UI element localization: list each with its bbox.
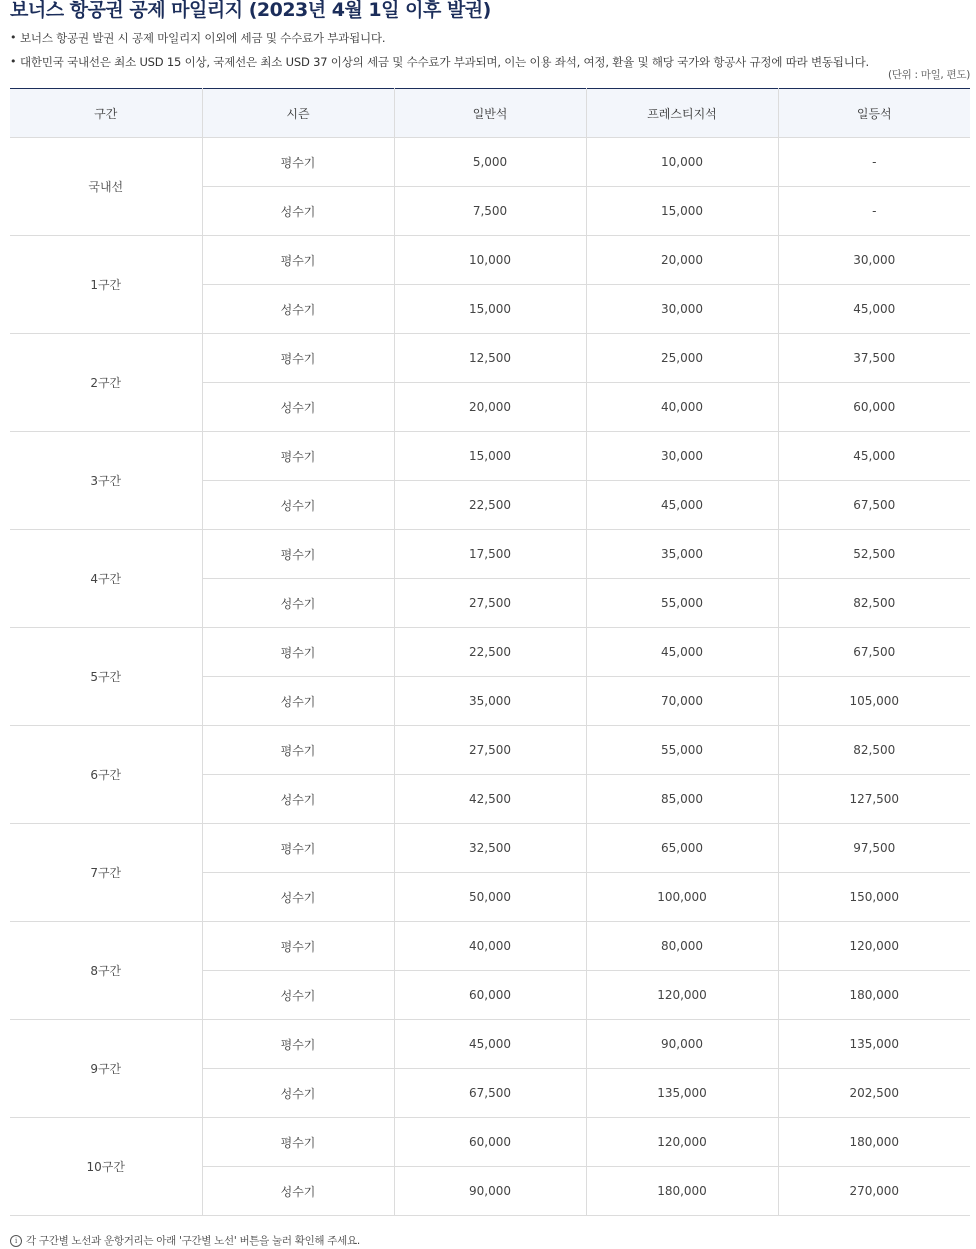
economy-cell: 42,500 (394, 775, 586, 824)
header-prestige: 프레스티지석 (586, 89, 778, 138)
prestige-cell: 100,000 (586, 873, 778, 922)
first-cell: 45,000 (778, 432, 970, 481)
economy-cell: 15,000 (394, 285, 586, 334)
prestige-cell: 45,000 (586, 628, 778, 677)
prestige-cell: 15,000 (586, 187, 778, 236)
table-row (10, 138, 970, 187)
prestige-cell: 65,000 (586, 824, 778, 873)
prestige-cell: 20,000 (586, 236, 778, 285)
table-row (10, 628, 970, 677)
first-cell: 135,000 (778, 1020, 970, 1069)
zone-cell: 5구간 (10, 628, 202, 726)
economy-cell: 20,000 (394, 383, 586, 432)
season-cell: 성수기 (202, 1167, 394, 1216)
prestige-cell: 45,000 (586, 481, 778, 530)
season-cell: 성수기 (202, 285, 394, 334)
zone-cell: 7구간 (10, 824, 202, 922)
footnote-text: 각 구간별 노선과 운항거리는 아래 '구간별 노선' 버튼을 눌러 확인해 주세요. (26, 1235, 360, 1247)
zone-cell: 4구간 (10, 530, 202, 628)
season-cell: 평수기 (202, 530, 394, 579)
economy-cell: 15,000 (394, 432, 586, 481)
economy-cell: 60,000 (394, 1118, 586, 1167)
zone-cell: 3구간 (10, 432, 202, 530)
header-first: 일등석 (778, 89, 970, 138)
season-cell: 평수기 (202, 236, 394, 285)
unit-label: (단위 : 마일, 편도) (887, 69, 970, 81)
zone-cell: 9구간 (10, 1020, 202, 1118)
prestige-cell: 135,000 (586, 1069, 778, 1118)
season-cell: 평수기 (202, 726, 394, 775)
prestige-cell: 40,000 (586, 383, 778, 432)
table-row (10, 334, 970, 383)
economy-cell: 50,000 (394, 873, 586, 922)
note-text: 보너스 항공권 발권 시 공제 마일리지 이외에 세금 및 수수료가 부과됩니다. (20, 31, 386, 45)
first-cell: 105,000 (778, 677, 970, 726)
season-cell: 성수기 (202, 187, 394, 236)
zone-cell: 8구간 (10, 922, 202, 1020)
prestige-cell: 120,000 (586, 1118, 778, 1167)
season-cell: 평수기 (202, 1020, 394, 1069)
season-cell: 평수기 (202, 824, 394, 873)
info-circle-icon: i (10, 1235, 22, 1247)
first-cell: 45,000 (778, 285, 970, 334)
first-cell: 270,000 (778, 1167, 970, 1216)
table-row (10, 432, 970, 481)
season-cell: 평수기 (202, 334, 394, 383)
economy-cell: 10,000 (394, 236, 586, 285)
mileage-table (10, 88, 970, 1216)
prestige-cell: 10,000 (586, 138, 778, 187)
first-cell: - (778, 138, 970, 187)
economy-cell: 22,500 (394, 628, 586, 677)
economy-cell: 67,500 (394, 1069, 586, 1118)
first-cell: 97,500 (778, 824, 970, 873)
table-body (10, 138, 970, 1216)
table-row (10, 1118, 970, 1167)
season-cell: 평수기 (202, 922, 394, 971)
note-item (10, 50, 970, 74)
table-row (10, 236, 970, 285)
season-cell: 성수기 (202, 775, 394, 824)
season-cell: 평수기 (202, 1118, 394, 1167)
economy-cell: 12,500 (394, 334, 586, 383)
season-cell: 평수기 (202, 432, 394, 481)
page-title: 보너스 항공권 공제 마일리지 (2023년 4월 1일 이후 발권) (10, 0, 491, 21)
zone-cell: 2구간 (10, 334, 202, 432)
note-text: 대한민국 국내선은 최소 USD 15 이상, 국제선은 최소 USD 37 이상의 세금 및 수수료가 부과되며, 이는 이용 좌석, 여정, 환율 및 해당 국가와 항공사 규정에 따라 변동됩니다. (20, 55, 869, 69)
table-row (10, 922, 970, 971)
first-cell: 202,500 (778, 1069, 970, 1118)
economy-cell: 32,500 (394, 824, 586, 873)
prestige-cell: 30,000 (586, 285, 778, 334)
prestige-cell: 70,000 (586, 677, 778, 726)
prestige-cell: 25,000 (586, 334, 778, 383)
table-header-row (10, 89, 970, 138)
header-season: 시즌 (202, 89, 394, 138)
first-cell: 30,000 (778, 236, 970, 285)
first-cell: - (778, 187, 970, 236)
season-cell: 성수기 (202, 873, 394, 922)
economy-cell: 35,000 (394, 677, 586, 726)
prestige-cell: 35,000 (586, 530, 778, 579)
zone-cell: 1구간 (10, 236, 202, 334)
first-cell: 120,000 (778, 922, 970, 971)
header-zone: 구간 (10, 89, 202, 138)
economy-cell: 40,000 (394, 922, 586, 971)
first-cell: 180,000 (778, 971, 970, 1020)
first-cell: 82,500 (778, 726, 970, 775)
table-row (10, 530, 970, 579)
first-cell: 150,000 (778, 873, 970, 922)
bullet-icon: • (10, 31, 17, 44)
economy-cell: 45,000 (394, 1020, 586, 1069)
first-cell: 37,500 (778, 334, 970, 383)
prestige-cell: 90,000 (586, 1020, 778, 1069)
footnote (10, 1233, 970, 1248)
economy-cell: 22,500 (394, 481, 586, 530)
prestige-cell: 120,000 (586, 971, 778, 1020)
first-cell: 67,500 (778, 481, 970, 530)
bullet-icon: • (10, 55, 17, 68)
season-cell: 성수기 (202, 481, 394, 530)
season-cell: 성수기 (202, 383, 394, 432)
prestige-cell: 85,000 (586, 775, 778, 824)
table-row (10, 824, 970, 873)
first-cell: 127,500 (778, 775, 970, 824)
first-cell: 60,000 (778, 383, 970, 432)
prestige-cell: 55,000 (586, 726, 778, 775)
economy-cell: 60,000 (394, 971, 586, 1020)
season-cell: 성수기 (202, 579, 394, 628)
prestige-cell: 80,000 (586, 922, 778, 971)
season-cell: 평수기 (202, 138, 394, 187)
first-cell: 180,000 (778, 1118, 970, 1167)
zone-cell: 국내선 (10, 138, 202, 236)
header-economy: 일반석 (394, 89, 586, 138)
season-cell: 성수기 (202, 1069, 394, 1118)
economy-cell: 7,500 (394, 187, 586, 236)
season-cell: 성수기 (202, 677, 394, 726)
prestige-cell: 180,000 (586, 1167, 778, 1216)
prestige-cell: 30,000 (586, 432, 778, 481)
first-cell: 67,500 (778, 628, 970, 677)
economy-cell: 27,500 (394, 579, 586, 628)
season-cell: 평수기 (202, 628, 394, 677)
economy-cell: 90,000 (394, 1167, 586, 1216)
table-row (10, 1020, 970, 1069)
economy-cell: 27,500 (394, 726, 586, 775)
table-row (10, 726, 970, 775)
first-cell: 52,500 (778, 530, 970, 579)
season-cell: 성수기 (202, 971, 394, 1020)
notes-list (10, 26, 970, 74)
economy-cell: 5,000 (394, 138, 586, 187)
zone-cell: 10구간 (10, 1118, 202, 1216)
prestige-cell: 55,000 (586, 579, 778, 628)
zone-cell: 6구간 (10, 726, 202, 824)
note-item (10, 26, 970, 50)
first-cell: 82,500 (778, 579, 970, 628)
page (10, 0, 970, 1248)
economy-cell: 17,500 (394, 530, 586, 579)
